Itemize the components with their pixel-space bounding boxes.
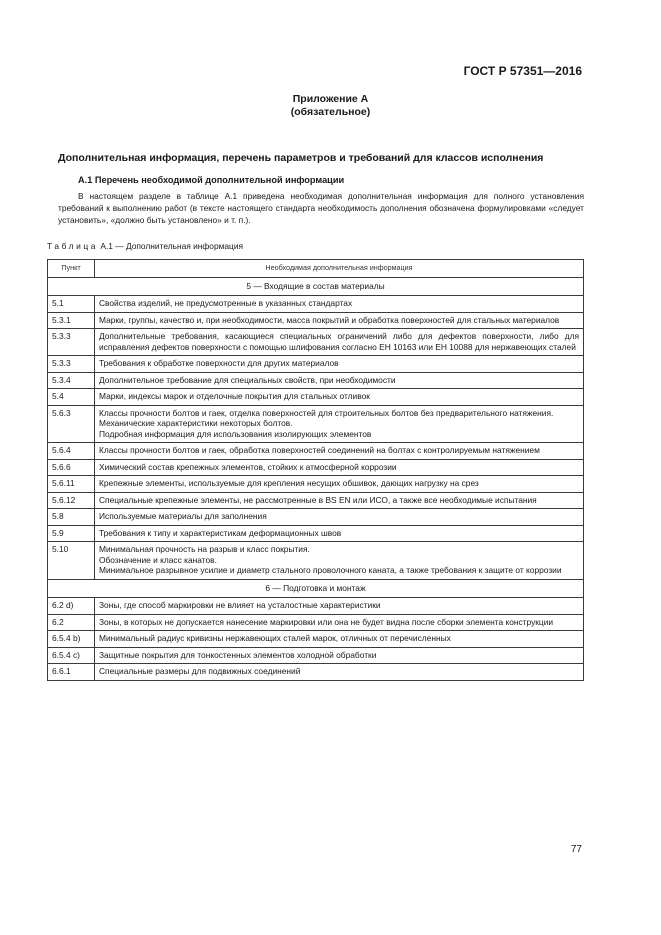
info-line: Минимальная прочность на разрыв и класс покрытия. (99, 544, 310, 554)
column-header-info: Необходимая дополнительная информация (95, 260, 584, 278)
table-row (48, 312, 584, 329)
info-line: Минимальное разрывное усилие и диаметр стального проволочного каната, а также требования к защите от коррозии (99, 565, 562, 575)
main-title: Дополнительная информация, перечень параметров и требований для классов исполнения (58, 152, 544, 164)
table-row (48, 647, 584, 664)
info-line: Требования к обработке поверхности для других материалов (99, 358, 339, 368)
info-line: Подробная информация для использования изолирующих элементов (99, 428, 372, 439)
table-row (48, 631, 584, 648)
info-line: Обозначение и класс канатов. (99, 554, 217, 565)
point-cell: 5.6.11 (48, 476, 95, 493)
info-line: Дополнительные требования, касающиеся специальных ограничений либо для дефектов поверхности, либо для исправления дефектов поверхности с помощью шлифования согласно ЕН 10163 или ЕН 10088 для нержавеющих сталей (99, 331, 579, 352)
info-line: Марки, группы, качество и, при необходимости, масса покрытий и обработка поверхностей для стальных материалов (99, 314, 560, 325)
info-line: Специальные крепежные элементы, не рассмотренные в BS EN или ИСО, а также все необходимые испытания (99, 494, 537, 505)
info-cell (95, 542, 584, 580)
info-line: Требования к типу и характеристикам деформационных швов (99, 527, 342, 538)
info-cell (95, 296, 584, 313)
table-header-row (48, 260, 584, 278)
info-line: Механические характеристики некоторых болтов. (99, 418, 293, 428)
table-row (48, 614, 584, 631)
gost-code: ГОСТ Р 57351—2016 (463, 64, 582, 78)
point-cell: 5.8 (48, 509, 95, 526)
info-line: Марки, индексы марок и отделочные покрытия для стальных отливок (99, 391, 370, 401)
info-line: Зоны, где способ маркировки не влияет на усталостные характеристики (99, 600, 381, 610)
point-cell: 5.6.12 (48, 492, 95, 509)
table-row (48, 296, 584, 313)
table-row (48, 372, 584, 389)
table-caption (47, 241, 243, 251)
table-row (48, 476, 584, 493)
info-table (47, 259, 584, 681)
point-cell: 6.5.4 b) (48, 631, 95, 648)
info-cell (95, 476, 584, 493)
point-cell: 5.3.1 (48, 312, 95, 329)
info-line: Специальные размеры для подвижных соединений (99, 666, 301, 676)
info-line: Защитные покрытия для тонкостенных элементов холодной обработки (99, 649, 377, 660)
point-cell: 6.2 d) (48, 598, 95, 615)
point-cell: 6.5.4 c) (48, 647, 95, 664)
table-row (48, 525, 584, 542)
info-line: Зоны, в которых не допускается нанесение маркировки или она не будет видна после сборки элемента конструкции (99, 616, 554, 627)
point-cell: 5.4 (48, 389, 95, 406)
info-line: Дополнительное требование для специальных свойств, при необходимости (99, 374, 396, 385)
section-heading-cell: 6 — Подготовка и монтаж (48, 579, 584, 598)
info-cell (95, 372, 584, 389)
info-cell (95, 664, 584, 681)
column-header-point: Пункт (48, 260, 95, 278)
table-row (48, 598, 584, 615)
table-section-row (48, 579, 584, 598)
info-line: Крепежные элементы, используемые для крепления несущих обшивок, дающих нагрузку на срез (99, 478, 479, 488)
point-cell: 5.6.4 (48, 443, 95, 460)
point-cell: 5.3.3 (48, 329, 95, 356)
point-cell: 5.3.4 (48, 372, 95, 389)
section-heading-cell: 5 — Входящие в состав материалы (48, 277, 584, 296)
table-body (48, 277, 584, 680)
table-row (48, 356, 584, 373)
table-caption-label: Таблица (47, 241, 99, 251)
table-row (48, 329, 584, 356)
info-cell (95, 329, 584, 356)
table-row (48, 509, 584, 526)
table-caption-text: А.1 — Дополнительная информация (100, 241, 244, 251)
info-cell (95, 598, 584, 615)
info-cell (95, 647, 584, 664)
info-cell (95, 356, 584, 373)
info-line: Свойства изделий, не предусмотренные в указанных стандартах (99, 298, 353, 308)
section-title: А.1 Перечень необходимой дополнительной информации (78, 175, 345, 185)
info-cell (95, 631, 584, 648)
appendix-title: Приложение А (292, 93, 369, 105)
table-row (48, 443, 584, 460)
info-line: Классы прочности болтов и гаек, обработка поверхностей соединений на болтах с контролируемым натяжением (99, 445, 540, 455)
table-row (48, 664, 584, 681)
info-line: Классы прочности болтов и гаек, отделка поверхностей для строительных болтов без предварительного натяжения. (99, 407, 554, 418)
point-cell: 5.9 (48, 525, 95, 542)
info-cell (95, 614, 584, 631)
point-cell: 5.3.3 (48, 356, 95, 373)
info-cell (95, 492, 584, 509)
point-cell: 5.6.6 (48, 459, 95, 476)
point-cell: 6.2 (48, 614, 95, 631)
info-cell (95, 459, 584, 476)
page-number: 77 (570, 844, 582, 855)
info-line: Химический состав крепежных элементов, стойких к атмосферной коррозии (99, 461, 397, 472)
point-cell: 6.6.1 (48, 664, 95, 681)
table-row (48, 542, 584, 580)
info-cell (95, 509, 584, 526)
info-cell (95, 312, 584, 329)
appendix-status: (обязательное) (290, 106, 371, 118)
info-cell (95, 405, 584, 443)
info-cell (95, 443, 584, 460)
point-cell: 5.10 (48, 542, 95, 580)
table-row (48, 492, 584, 509)
table-section-row (48, 277, 584, 296)
intro-paragraph: В настоящем разделе в таблице А.1 приведена необходимая дополнительная информация для полного установления требований к выполнению работ (в тексте настоящего стандарта необходимость дополнения обозначена формулировками «следует установить», «должно быть установлено» и т. п.). (58, 191, 584, 225)
point-cell: 5.6.3 (48, 405, 95, 443)
info-line: Используемые материалы для заполнения (99, 511, 267, 521)
table-row (48, 459, 584, 476)
info-cell (95, 525, 584, 542)
table-row (48, 405, 584, 443)
appendix-heading (0, 93, 661, 119)
table-row (48, 389, 584, 406)
info-line: Минимальный радиус кривизны нержавеющих сталей марок, отличных от перечисленных (99, 633, 451, 643)
point-cell: 5.1 (48, 296, 95, 313)
info-cell (95, 389, 584, 406)
